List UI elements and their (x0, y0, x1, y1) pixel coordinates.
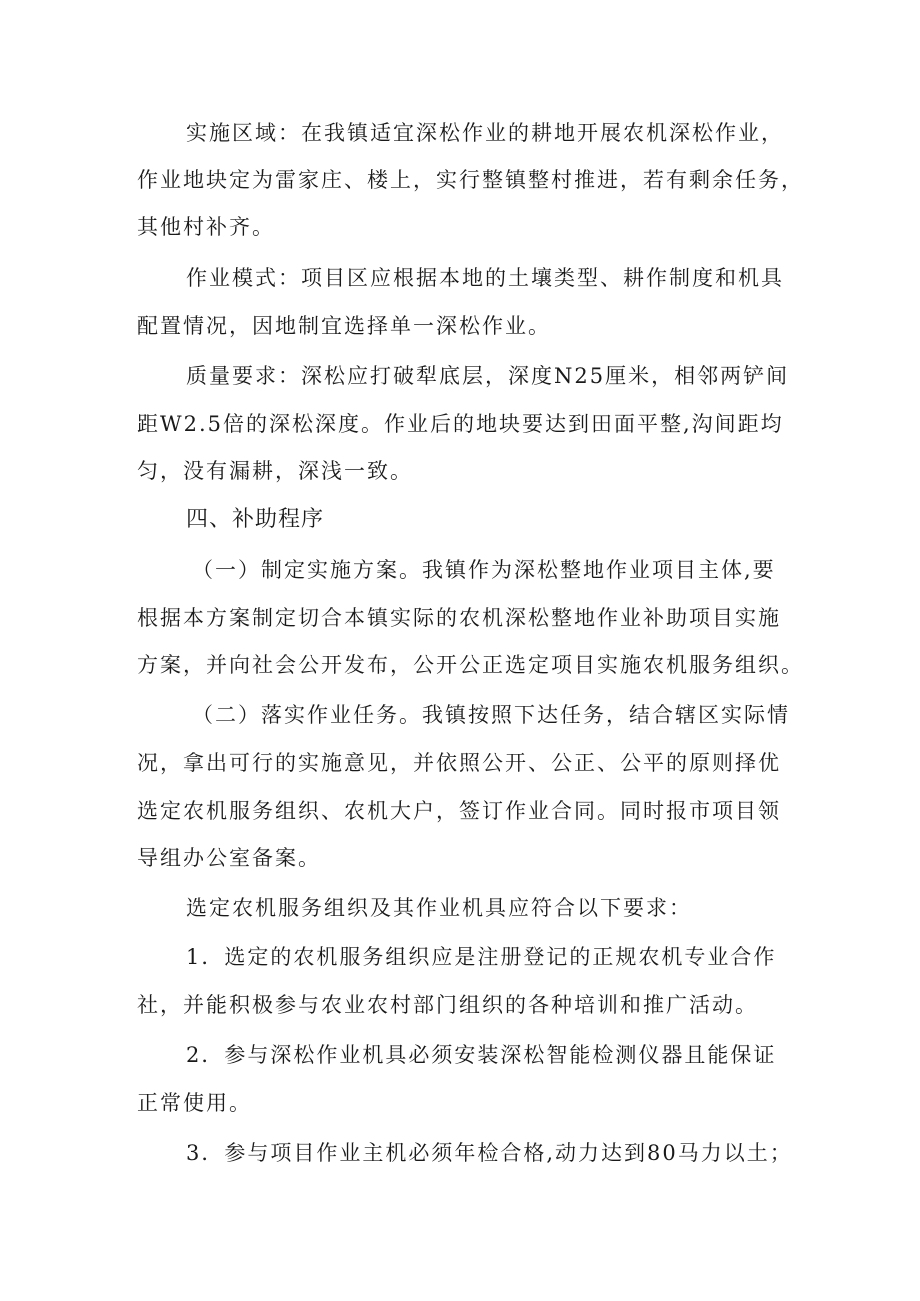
text-line: 其他村补齐。 (137, 215, 275, 239)
text-line: 选定农机服务组织及其作业机具应符合以下要求： (186, 896, 692, 920)
text-line: 3．参与项目作业主机必须年检合格,动力达到80马力以土； (186, 1141, 793, 1165)
text-line: 导组办公室备案。 (137, 846, 321, 870)
text-line: 作业模式：项目区应根据本地的土壤类型、耕作制度和机具 (186, 266, 784, 290)
text-line: 实施区域：在我镇适宜深松作业的耕地开展农机深松作业， (186, 121, 784, 145)
text-line: 社，并能积极参与农业农村部门组织的各种培训和推广活动。 (137, 993, 758, 1017)
section-heading: 四、补助程序 (186, 507, 325, 532)
text-line: 方案，并向社会公开发布，公开公正选定项目实施农机服务组织。 (137, 653, 804, 677)
text-line: 质量要求：深松应打破犁底层，深度N25厘米，相邻两铲间 (186, 364, 790, 388)
text-line: 选定农机服务组织、农机大户，签订作业合同。同时报市项目领 (137, 799, 781, 823)
text-line: 2．参与深松作业机具必须安装深松智能检测仪器且能保证 (186, 1043, 777, 1067)
text-line: 正常使用。 (137, 1091, 252, 1115)
text-line: 作业地块定为雷家庄、楼上，实行整镇整村推进，若有剩余任务， (137, 168, 804, 192)
text-line: 1．选定的农机服务组织应是注册登记的正规农机专业合作 (186, 945, 777, 969)
text-line: 距W2.5倍的深松深度。作业后的地块要达到田面平整,沟间距均 (137, 412, 784, 436)
text-line: 根据本方案制定切合本镇实际的农机深松整地作业补助项目实施 (137, 606, 781, 630)
text-line: （二）落实作业任务。我镇按照下达任务，结合辖区实际情 (192, 703, 790, 727)
text-line: 况，拿出可行的实施意见，并依照公开、公正、公平的原则择优 (137, 751, 781, 775)
text-line: （一）制定实施方案。我镇作为深松整地作业项目主体,要 (192, 558, 776, 582)
text-line: 配置情况，因地制宜选择单一深松作业。 (137, 314, 551, 338)
text-line: 匀，没有漏耕，深浅一致。 (137, 459, 413, 483)
